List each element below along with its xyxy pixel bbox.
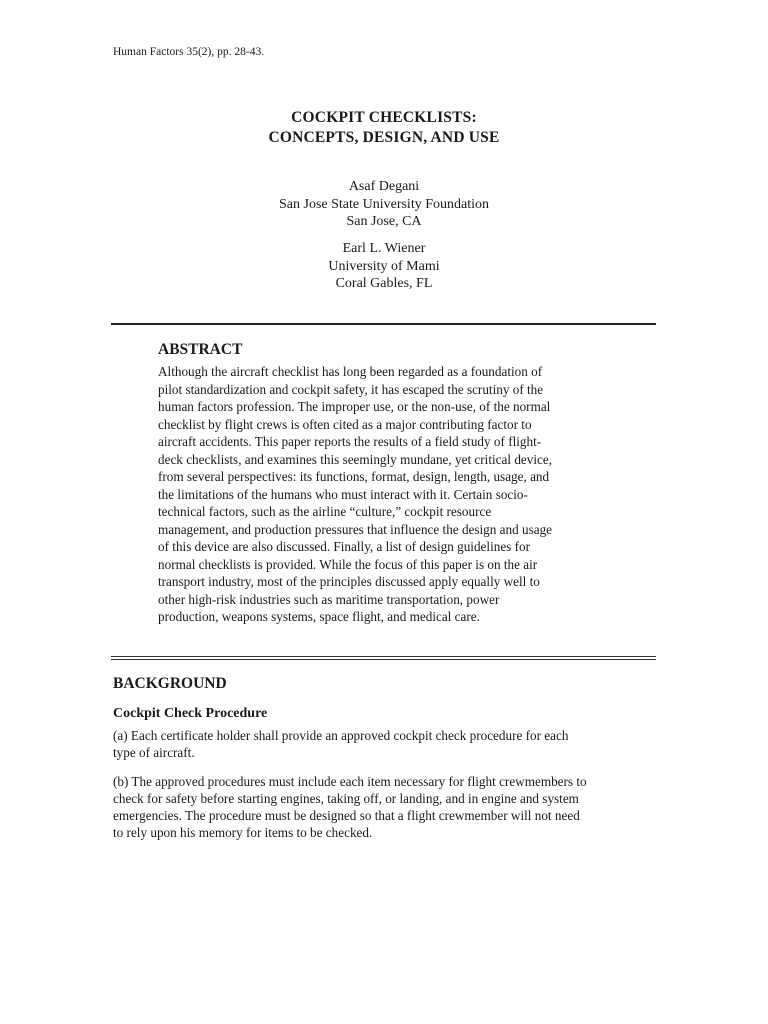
double-divider-rule — [111, 656, 656, 660]
subsection-heading: Cockpit Check Procedure — [113, 706, 268, 721]
abstract-line: of this device are also discussed. Finally, a list of design guidelines for — [158, 539, 530, 554]
abstract-line: aircraft accidents. This paper reports the results of a field study of flight- — [158, 434, 542, 449]
title-line-2: CONCEPTS, DESIGN, AND USE — [268, 129, 500, 146]
author-block — [0, 240, 768, 293]
abstract-line: production, weapons systems, space flight, and medical care. — [158, 609, 480, 624]
paragraph-a — [113, 727, 658, 761]
abstract-line: pilot standardization and cockpit safety, it has escaped the scrutiny of the — [158, 381, 544, 397]
abstract-line: management, and production pressures that influence the design and usage — [158, 521, 553, 537]
author-location: San Jose, CA — [346, 214, 422, 229]
author-name: Asaf Degani — [348, 179, 420, 194]
section-heading-background: BACKGROUND — [113, 675, 227, 692]
paragraph-line: check for safety before starting engines, taking off, or landing, and in engine and system — [113, 791, 579, 806]
abstract-line: technical factors, such as the airline “culture,” cockpit resource — [158, 504, 492, 519]
paragraph-b — [113, 773, 658, 841]
paragraph-line: (a) Each certificate holder shall provide an approved cockpit check procedure for each — [113, 728, 569, 743]
paragraph-line: emergencies. The procedure must be designed so that a flight crewmember will not need — [113, 808, 580, 823]
citation: Human Factors 35(2), pp. 28-43. — [113, 46, 265, 58]
author-block — [0, 178, 768, 231]
divider-rule — [111, 323, 656, 325]
abstract-line: transport industry, most of the principles discussed apply equally well to — [158, 574, 540, 589]
author-affiliation: San Jose State University Foundation — [279, 196, 489, 212]
paper-title — [0, 108, 768, 148]
abstract-line: deck checklists, and examines this seemingly mundane, yet critical device, — [158, 451, 553, 467]
abstract-body — [158, 363, 618, 626]
author-location: Coral Gables, FL — [335, 276, 433, 291]
author-name: Earl L. Wiener — [342, 241, 426, 256]
paragraph-line: (b) The approved procedures must include each item necessary for flight crewmembers to — [113, 774, 587, 789]
abstract-line: from several perspectives: its functions, format, design, length, usage, and — [158, 469, 550, 484]
author-affiliation: University of Mami — [328, 258, 440, 274]
abstract-heading: ABSTRACT — [158, 341, 243, 358]
abstract-line: Although the aircraft checklist has long been regarded as a foundation of — [158, 364, 543, 379]
abstract-line: normal checklists is provided. While the focus of this paper is on the air — [158, 556, 538, 572]
abstract-line: checklist by flight crews is often cited as a major contributing factor to — [158, 416, 532, 432]
abstract-line: other high-risk industries such as maritime transportation, power — [158, 591, 500, 607]
paragraph-line: type of aircraft. — [113, 745, 195, 760]
paragraph-line: to rely upon his memory for items to be checked. — [113, 825, 373, 840]
abstract-line: human factors profession. The improper use, or the non-use, of the normal — [158, 399, 551, 414]
abstract-line: the limitations of the humans who must interact with it. Certain socio- — [158, 486, 528, 502]
title-line-1: COCKPIT CHECKLISTS: — [291, 109, 477, 126]
